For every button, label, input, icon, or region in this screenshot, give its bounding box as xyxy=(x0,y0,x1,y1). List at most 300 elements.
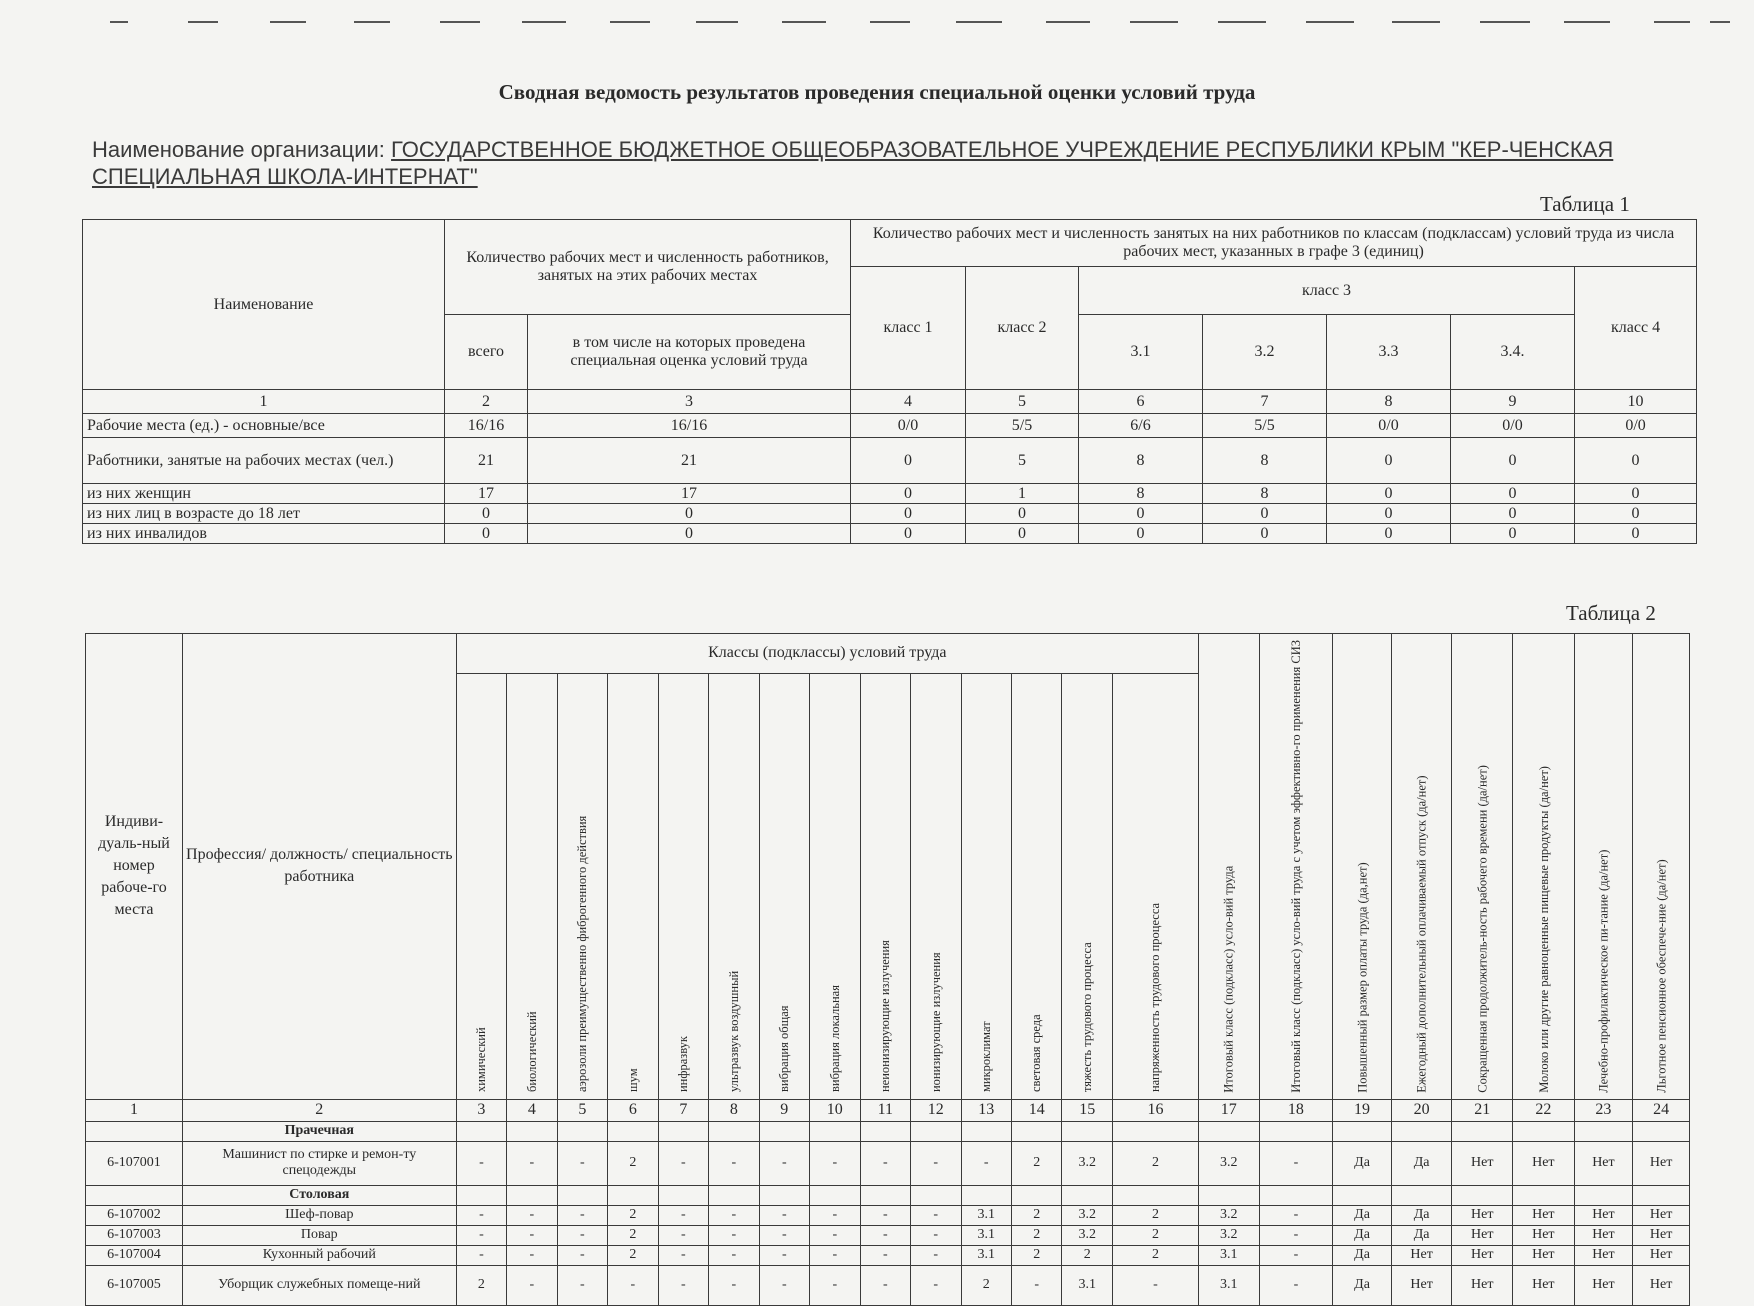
t2-col-number: 4 xyxy=(507,1099,557,1121)
t2-header-factor: ионизирующие излучения xyxy=(911,673,961,1099)
profession-name: Уборщик служебных помеще-ний xyxy=(182,1265,456,1305)
t1-row-label: из них женщин xyxy=(83,484,445,504)
profession-name: Машинист по стирке и ремон-ту спецодежды xyxy=(182,1141,456,1185)
t2-cell: - xyxy=(860,1245,910,1265)
t2-col-number: 1 xyxy=(86,1099,183,1121)
t2-cell: Нет xyxy=(1574,1205,1633,1225)
t2-col-number: 10 xyxy=(810,1099,860,1121)
t1-cell: 0 xyxy=(1327,524,1451,544)
section-cell xyxy=(456,1185,506,1205)
t1-header-name: Наименование xyxy=(83,220,445,390)
t2-header-factor: микроклимат xyxy=(961,673,1011,1099)
t2-header-factor: неионизирующие излучения xyxy=(860,673,910,1099)
t2-col-number: 9 xyxy=(759,1099,809,1121)
section-cell xyxy=(658,1185,708,1205)
t2-cell: Нет xyxy=(1633,1245,1690,1265)
t2-header-extra: Итоговый класс (подкласс) усло-вий труда с учетом эффективно-го применения СИЗ xyxy=(1259,634,1333,1100)
t2-col-number: 16 xyxy=(1112,1099,1198,1121)
document-title: Сводная ведомость результатов проведения специальной оценки условий труда xyxy=(498,80,1256,104)
t2-cell: - xyxy=(658,1265,708,1305)
section-cell xyxy=(1011,1185,1061,1205)
t1-cell: 0 xyxy=(528,524,851,544)
t2-cell: Нет xyxy=(1633,1205,1690,1225)
t2-cell: 2 xyxy=(1011,1225,1061,1245)
t2-cell: 2 xyxy=(608,1245,658,1265)
section-cell xyxy=(1333,1185,1392,1205)
t2-col-number: 17 xyxy=(1198,1099,1259,1121)
t2-cell: - xyxy=(1011,1265,1061,1305)
section-cell xyxy=(1259,1121,1333,1141)
t1-cell: 0/0 xyxy=(1451,414,1575,438)
t2-cell: Нет xyxy=(1391,1265,1452,1305)
t2-cell: - xyxy=(507,1245,557,1265)
t2-cell: Нет xyxy=(1452,1205,1513,1225)
section-cell xyxy=(961,1121,1011,1141)
t1-cell: 5/5 xyxy=(1203,414,1327,438)
table1-caption: Таблица 1 xyxy=(1540,192,1630,216)
t2-col-number: 21 xyxy=(1452,1099,1513,1121)
t2-cell: Нет xyxy=(1452,1245,1513,1265)
t2-cell: - xyxy=(1259,1225,1333,1245)
t1-cell: 8 xyxy=(1079,438,1203,484)
t2-header-factor: аэрозоли преимущественно фиброгенного действия xyxy=(557,673,607,1099)
t2-col-number: 15 xyxy=(1062,1099,1112,1121)
t2-cell: Нет xyxy=(1513,1205,1575,1225)
workplace-id: 6-107004 xyxy=(86,1245,183,1265)
section-name: Столовая xyxy=(182,1185,456,1205)
t1-cell: 0 xyxy=(1451,504,1575,524)
t2-cell: - xyxy=(1259,1245,1333,1265)
t1-cell: 0 xyxy=(1327,504,1451,524)
t2-cell: - xyxy=(911,1245,961,1265)
section-cell xyxy=(911,1121,961,1141)
t2-cell: Нет xyxy=(1633,1225,1690,1245)
t2-cell: - xyxy=(860,1265,910,1305)
organization-label: Наименование организации: xyxy=(92,137,385,162)
workplace-id: 6-107003 xyxy=(86,1225,183,1245)
section-cell xyxy=(658,1121,708,1141)
t2-cell: 2 xyxy=(1112,1141,1198,1185)
t2-col-number: 18 xyxy=(1259,1099,1333,1121)
section-cell xyxy=(1062,1121,1112,1141)
t1-cell: 17 xyxy=(445,484,528,504)
t2-cell: 2 xyxy=(608,1141,658,1185)
t2-cell: - xyxy=(456,1141,506,1185)
workplaces-table xyxy=(85,633,1690,1306)
t1-cell: 0 xyxy=(1451,524,1575,544)
t1-header-sub: 3.4. xyxy=(1451,315,1575,390)
section-cell xyxy=(1198,1185,1259,1205)
t1-cell: 0 xyxy=(851,524,966,544)
t2-header-factor: шум xyxy=(608,673,658,1099)
t2-header-extra: Молоко или другие равноценные пищевые продукты (да/нет) xyxy=(1513,634,1575,1100)
t2-cell: 2 xyxy=(961,1265,1011,1305)
t2-cell: Да xyxy=(1333,1141,1392,1185)
t1-cell: 0 xyxy=(1079,504,1203,524)
section-cell xyxy=(1633,1185,1690,1205)
section-cell xyxy=(1574,1121,1633,1141)
t2-cell: Да xyxy=(1391,1141,1452,1185)
t1-cell: 0 xyxy=(1575,484,1697,504)
t2-cell: 2 xyxy=(456,1265,506,1305)
t2-cell: - xyxy=(911,1265,961,1305)
t1-header-count: Количество рабочих мест и численность работников, занятых на этих рабочих местах xyxy=(445,220,851,315)
t1-header-assessed: в том числе на которых проведена специальная оценка условий труда xyxy=(528,315,851,390)
t2-cell: 2 xyxy=(1011,1205,1061,1225)
table-row xyxy=(86,1205,1690,1225)
t2-cell: Нет xyxy=(1513,1225,1575,1245)
section-cell xyxy=(810,1121,860,1141)
t1-cell: 6/6 xyxy=(1079,414,1203,438)
table-row xyxy=(86,1265,1690,1305)
t2-header-classes: Классы (подклассы) условий труда xyxy=(456,634,1198,674)
t2-cell: Нет xyxy=(1513,1265,1575,1305)
t2-cell: - xyxy=(860,1205,910,1225)
t2-cell: - xyxy=(1259,1265,1333,1305)
t2-cell: - xyxy=(911,1141,961,1185)
section-row xyxy=(86,1185,1690,1205)
t2-cell: Нет xyxy=(1633,1265,1690,1305)
t1-header-total: всего xyxy=(445,315,528,390)
t2-cell: - xyxy=(507,1225,557,1245)
t2-cell: - xyxy=(810,1265,860,1305)
t2-cell: - xyxy=(557,1141,607,1185)
t2-header-extra: Льготное пенсионное обеспече-ние (да/нет) xyxy=(1633,634,1690,1100)
t2-cell: - xyxy=(759,1265,809,1305)
t1-cell: 0 xyxy=(1327,438,1451,484)
section-cell xyxy=(86,1121,183,1141)
t2-cell: 3.2 xyxy=(1062,1141,1112,1185)
section-cell xyxy=(1112,1121,1198,1141)
t1-cell: 16/16 xyxy=(445,414,528,438)
t1-row-label: Работники, занятые на рабочих местах (чел.) xyxy=(83,438,445,484)
t2-col-number: 12 xyxy=(911,1099,961,1121)
t1-col-number: 3 xyxy=(528,390,851,414)
t1-cell: 0 xyxy=(1079,524,1203,544)
t2-header-factor: вибрация общая xyxy=(759,673,809,1099)
t2-col-number: 11 xyxy=(860,1099,910,1121)
t1-cell: 5/5 xyxy=(966,414,1079,438)
t2-cell: 2 xyxy=(1112,1225,1198,1245)
t2-cell: Нет xyxy=(1513,1141,1575,1185)
t1-header-sub: 3.3 xyxy=(1327,315,1451,390)
t1-col-number: 6 xyxy=(1079,390,1203,414)
t2-col-number: 24 xyxy=(1633,1099,1690,1121)
t2-cell: 2 xyxy=(1062,1245,1112,1265)
t2-cell: 3.2 xyxy=(1062,1225,1112,1245)
section-cell xyxy=(810,1185,860,1205)
section-cell xyxy=(507,1121,557,1141)
section-cell xyxy=(1333,1121,1392,1141)
t1-cell: 0 xyxy=(1203,524,1327,544)
t1-col-number: 1 xyxy=(83,390,445,414)
t2-cell: - xyxy=(860,1225,910,1245)
t2-cell: - xyxy=(911,1225,961,1245)
section-cell xyxy=(709,1121,759,1141)
t1-cell: 0 xyxy=(528,504,851,524)
t2-cell: - xyxy=(557,1225,607,1245)
t2-cell: - xyxy=(658,1141,708,1185)
t2-cell: - xyxy=(456,1245,506,1265)
t2-cell: - xyxy=(709,1245,759,1265)
t2-cell: 3.2 xyxy=(1198,1141,1259,1185)
t1-col-number: 7 xyxy=(1203,390,1327,414)
t2-col-number: 13 xyxy=(961,1099,1011,1121)
t2-cell: 2 xyxy=(608,1205,658,1225)
table-row xyxy=(86,1141,1690,1185)
profession-name: Шеф-повар xyxy=(182,1205,456,1225)
t1-header-class3: класс 3 xyxy=(1079,267,1575,315)
t2-cell: - xyxy=(557,1205,607,1225)
t2-cell: - xyxy=(507,1205,557,1225)
t1-col-number: 5 xyxy=(966,390,1079,414)
t2-cell: - xyxy=(709,1225,759,1245)
table-row xyxy=(83,524,1697,544)
section-cell xyxy=(1633,1121,1690,1141)
t2-col-number: 5 xyxy=(557,1099,607,1121)
t2-cell: - xyxy=(810,1205,860,1225)
t2-cell: - xyxy=(658,1225,708,1245)
section-cell xyxy=(1259,1185,1333,1205)
t1-col-number: 8 xyxy=(1327,390,1451,414)
t2-cell: - xyxy=(860,1141,910,1185)
t2-cell: 3.2 xyxy=(1062,1205,1112,1225)
table-row xyxy=(83,484,1697,504)
section-cell xyxy=(1062,1185,1112,1205)
t2-cell: - xyxy=(709,1205,759,1225)
section-cell xyxy=(608,1185,658,1205)
section-cell xyxy=(1452,1185,1513,1205)
t2-cell: - xyxy=(658,1205,708,1225)
section-cell xyxy=(1513,1185,1575,1205)
table-row xyxy=(83,414,1697,438)
table-row xyxy=(83,438,1697,484)
t2-cell: - xyxy=(507,1265,557,1305)
t2-cell: - xyxy=(759,1225,809,1245)
t1-cell: 21 xyxy=(528,438,851,484)
t2-cell: - xyxy=(810,1225,860,1245)
t2-col-number: 19 xyxy=(1333,1099,1392,1121)
section-cell xyxy=(860,1185,910,1205)
t2-cell: - xyxy=(759,1141,809,1185)
t2-col-number: 23 xyxy=(1574,1099,1633,1121)
section-cell xyxy=(1574,1185,1633,1205)
t2-cell: 2 xyxy=(1112,1205,1198,1225)
t2-cell: 3.1 xyxy=(1062,1265,1112,1305)
t1-header-classes: Количество рабочих мест и численность занятых на них работников по классам (подклассам) условий труда из числа рабочих мест, указанных в графе 3 (единиц) xyxy=(851,220,1697,267)
t1-cell: 0/0 xyxy=(851,414,966,438)
t1-header-sub: 3.1 xyxy=(1079,315,1203,390)
table-row xyxy=(83,504,1697,524)
t2-cell: Нет xyxy=(1574,1225,1633,1245)
t2-cell: 2 xyxy=(1112,1245,1198,1265)
t1-cell: 0 xyxy=(1327,484,1451,504)
t1-cell: 0 xyxy=(851,438,966,484)
t1-cell: 0 xyxy=(1451,438,1575,484)
t2-header-factor: напряженность трудового процесса xyxy=(1112,673,1198,1099)
t2-cell: Нет xyxy=(1574,1265,1633,1305)
t2-col-number: 14 xyxy=(1011,1099,1061,1121)
t1-cell: 0 xyxy=(1575,438,1697,484)
workplace-id: 6-107005 xyxy=(86,1265,183,1305)
t2-cell: - xyxy=(759,1205,809,1225)
workplace-id: 6-107002 xyxy=(86,1205,183,1225)
t1-cell: 0 xyxy=(966,504,1079,524)
t2-cell: Нет xyxy=(1574,1245,1633,1265)
section-cell xyxy=(1391,1185,1452,1205)
t1-cell: 17 xyxy=(528,484,851,504)
t2-cell: Нет xyxy=(1574,1141,1633,1185)
profession-name: Кухонный рабочий xyxy=(182,1245,456,1265)
t1-cell: 0 xyxy=(1203,504,1327,524)
section-cell xyxy=(456,1121,506,1141)
t2-header-factor: химический xyxy=(456,673,506,1099)
t2-cell: 2 xyxy=(1011,1245,1061,1265)
t2-header-factor: ультразвук воздушный xyxy=(709,673,759,1099)
profession-name: Повар xyxy=(182,1225,456,1245)
t1-cell: 0/0 xyxy=(1327,414,1451,438)
t1-cell: 0 xyxy=(1575,524,1697,544)
t1-cell: 0 xyxy=(1451,484,1575,504)
t2-cell: 3.1 xyxy=(1198,1265,1259,1305)
t2-cell: Да xyxy=(1333,1225,1392,1245)
t1-cell: 5 xyxy=(966,438,1079,484)
t1-cell: 0 xyxy=(851,504,966,524)
t2-header-profession: Профессия/ должность/ специальность работника xyxy=(182,634,456,1100)
t2-header-factor: биологический xyxy=(507,673,557,1099)
t2-col-number: 22 xyxy=(1513,1099,1575,1121)
section-cell xyxy=(759,1185,809,1205)
t2-cell: - xyxy=(507,1141,557,1185)
section-name: Прачечная xyxy=(182,1121,456,1141)
summary-table xyxy=(82,219,1697,544)
t1-cell: 8 xyxy=(1203,438,1327,484)
section-cell xyxy=(1198,1121,1259,1141)
t1-header-class1: класс 1 xyxy=(851,267,966,390)
t2-cell: - xyxy=(1259,1205,1333,1225)
t2-cell: 3.2 xyxy=(1198,1225,1259,1245)
t1-col-number: 2 xyxy=(445,390,528,414)
t2-cell: - xyxy=(1112,1265,1198,1305)
t2-cell: - xyxy=(759,1245,809,1265)
t2-cell: Да xyxy=(1333,1205,1392,1225)
t1-cell: 0 xyxy=(966,524,1079,544)
t2-cell: 2 xyxy=(608,1225,658,1245)
workplace-id: 6-107001 xyxy=(86,1141,183,1185)
t2-cell: 3.1 xyxy=(961,1225,1011,1245)
t2-cell: 3.1 xyxy=(961,1245,1011,1265)
t2-header-factor: инфразвук xyxy=(658,673,708,1099)
t2-header-extra: Лечебно-профилактическое пи-тание (да/нет) xyxy=(1574,634,1633,1100)
section-cell xyxy=(557,1121,607,1141)
t2-cell: Нет xyxy=(1633,1141,1690,1185)
t2-cell: - xyxy=(608,1265,658,1305)
t2-cell: Нет xyxy=(1452,1225,1513,1245)
t2-header-factor: вибрация локальная xyxy=(810,673,860,1099)
t2-cell: - xyxy=(456,1205,506,1225)
t2-cell: Нет xyxy=(1452,1265,1513,1305)
section-cell xyxy=(759,1121,809,1141)
section-cell xyxy=(709,1185,759,1205)
t2-cell: Да xyxy=(1391,1205,1452,1225)
t1-col-number: 4 xyxy=(851,390,966,414)
t2-cell: 2 xyxy=(1011,1141,1061,1185)
t2-cell: Да xyxy=(1333,1265,1392,1305)
t2-col-number: 8 xyxy=(709,1099,759,1121)
t1-cell: 0 xyxy=(445,524,528,544)
section-cell xyxy=(1452,1121,1513,1141)
t1-cell: 1 xyxy=(966,484,1079,504)
section-cell xyxy=(961,1185,1011,1205)
t2-header-factor: тяжесть трудового процесса xyxy=(1062,673,1112,1099)
t2-cell: - xyxy=(1259,1141,1333,1185)
t2-header-extra: Повышенный размер оплаты труда (да,нет) xyxy=(1333,634,1392,1100)
t2-cell: - xyxy=(456,1225,506,1245)
t1-header-class2: класс 2 xyxy=(966,267,1079,390)
t1-row-label: из них инвалидов xyxy=(83,524,445,544)
t1-col-number: 10 xyxy=(1575,390,1697,414)
t2-col-number: 2 xyxy=(182,1099,456,1121)
t2-cell: - xyxy=(557,1265,607,1305)
t2-header-id: Индиви-дуаль-ный номер рабоче-го места xyxy=(86,634,183,1100)
t2-cell: Нет xyxy=(1452,1141,1513,1185)
t1-cell: 0 xyxy=(1575,504,1697,524)
t1-cell: 8 xyxy=(1079,484,1203,504)
t2-col-number: 6 xyxy=(608,1099,658,1121)
t2-cell: Да xyxy=(1333,1245,1392,1265)
t2-col-number: 7 xyxy=(658,1099,708,1121)
section-row xyxy=(86,1121,1690,1141)
t2-col-number: 20 xyxy=(1391,1099,1452,1121)
t1-row-label: Рабочие места (ед.) - основные/все xyxy=(83,414,445,438)
t2-cell: - xyxy=(810,1245,860,1265)
t2-cell: 3.1 xyxy=(1198,1245,1259,1265)
section-cell xyxy=(86,1185,183,1205)
table-row xyxy=(86,1225,1690,1245)
t1-header-class4: класс 4 xyxy=(1575,267,1697,390)
t2-header-extra: Ежегодный дополнительный оплачиваемый отпуск (да/нет) xyxy=(1391,634,1452,1100)
t1-header-sub: 3.2 xyxy=(1203,315,1327,390)
section-cell xyxy=(1011,1121,1061,1141)
t1-cell: 8 xyxy=(1203,484,1327,504)
section-cell xyxy=(1112,1185,1198,1205)
t1-cell: 16/16 xyxy=(528,414,851,438)
t2-cell: - xyxy=(709,1265,759,1305)
scan-artifact-dashes xyxy=(110,14,1730,26)
section-cell xyxy=(911,1185,961,1205)
t2-cell: Нет xyxy=(1513,1245,1575,1265)
table-row xyxy=(86,1245,1690,1265)
t2-header-extra: Итоговый класс (подкласс) усло-вий труда xyxy=(1198,634,1259,1100)
t1-row-label: из них лиц в возрасте до 18 лет xyxy=(83,504,445,524)
section-cell xyxy=(860,1121,910,1141)
t2-col-numbers xyxy=(86,1099,1690,1121)
t2-cell: - xyxy=(911,1205,961,1225)
organization-value: ГОСУДАРСТВЕННОЕ БЮДЖЕТНОЕ ОБЩЕОБРАЗОВАТЕЛЬНОЕ УЧРЕЖДЕНИЕ РЕСПУБЛИКИ КРЫМ "КЕР-ЧЕНСКАЯ СПЕЦИАЛЬНАЯ ШКОЛА-ИНТЕРНАТ" xyxy=(92,137,1614,189)
t2-cell: - xyxy=(810,1141,860,1185)
section-cell xyxy=(507,1185,557,1205)
t2-cell: - xyxy=(961,1141,1011,1185)
table2-caption: Таблица 2 xyxy=(1566,601,1656,625)
t1-cell: 21 xyxy=(445,438,528,484)
t1-cell: 0 xyxy=(851,484,966,504)
t2-cell: - xyxy=(557,1245,607,1265)
t2-cell: Да xyxy=(1391,1225,1452,1245)
section-cell xyxy=(1513,1121,1575,1141)
t2-col-number: 3 xyxy=(456,1099,506,1121)
organization-name xyxy=(92,136,1682,190)
t2-cell: 3.2 xyxy=(1198,1205,1259,1225)
